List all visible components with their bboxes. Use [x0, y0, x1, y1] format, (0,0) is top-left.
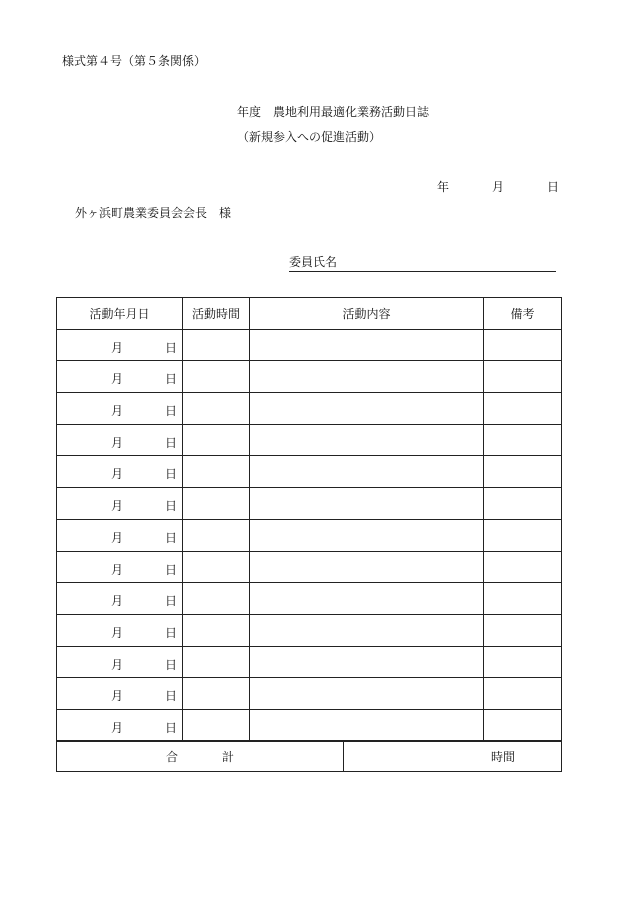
month-label: 月	[111, 340, 124, 355]
notes-cell[interactable]	[484, 456, 562, 488]
day-label: 日	[165, 467, 178, 482]
day-label: 日	[165, 404, 178, 419]
table-row	[57, 551, 562, 583]
time-cell[interactable]	[183, 551, 250, 583]
day-label: 日	[165, 435, 178, 450]
time-cell[interactable]	[183, 583, 250, 615]
date-cell[interactable]	[57, 551, 183, 583]
notes-cell[interactable]	[484, 551, 562, 583]
day-label: 日	[165, 720, 178, 735]
date-year-label: 年	[437, 180, 450, 194]
date-cell[interactable]	[57, 583, 183, 615]
notes-cell[interactable]	[484, 614, 562, 646]
month-label: 月	[111, 467, 124, 482]
document-title	[237, 103, 429, 120]
form-number: 様式第４号（第５条関係）	[62, 54, 207, 68]
total-label-left: 合	[165, 749, 178, 764]
notes-cell[interactable]	[484, 424, 562, 456]
month-label: 月	[111, 372, 124, 387]
content-cell[interactable]	[250, 646, 484, 678]
title-year-label: 年度	[237, 105, 262, 119]
date-cell[interactable]	[57, 329, 183, 361]
date-cell[interactable]	[57, 646, 183, 678]
date-cell[interactable]	[57, 709, 183, 741]
date-cell[interactable]	[57, 424, 183, 456]
content-cell[interactable]	[250, 678, 484, 710]
month-label: 月	[111, 625, 124, 640]
total-hours-cell[interactable]	[344, 741, 562, 772]
date-cell[interactable]	[57, 361, 183, 393]
notes-cell[interactable]	[484, 393, 562, 425]
month-label: 月	[111, 720, 124, 735]
date-cell[interactable]	[57, 456, 183, 488]
table-row	[57, 646, 562, 678]
document-subtitle: （新規参入への促進活動）	[237, 130, 382, 144]
day-label: 日	[165, 594, 178, 609]
day-label: 日	[165, 372, 178, 387]
time-cell[interactable]	[183, 709, 250, 741]
day-label: 日	[165, 562, 178, 577]
column-header-time: 活動時間	[183, 298, 250, 330]
notes-cell[interactable]	[484, 519, 562, 551]
date-cell[interactable]	[57, 393, 183, 425]
month-label: 月	[111, 530, 124, 545]
date-line	[437, 178, 559, 195]
table-row	[57, 424, 562, 456]
content-cell[interactable]	[250, 393, 484, 425]
month-label: 月	[111, 657, 124, 672]
notes-cell[interactable]	[484, 488, 562, 520]
table-row	[57, 329, 562, 361]
content-cell[interactable]	[250, 456, 484, 488]
date-month-label: 月	[492, 180, 505, 194]
month-label: 月	[111, 689, 124, 704]
notes-cell[interactable]	[484, 678, 562, 710]
notes-cell[interactable]	[484, 361, 562, 393]
content-cell[interactable]	[250, 329, 484, 361]
recipient-line: 外ヶ浜町農業委員会会長 様	[75, 206, 232, 220]
time-cell[interactable]	[183, 488, 250, 520]
table-row	[57, 456, 562, 488]
time-cell[interactable]	[183, 456, 250, 488]
member-name-field[interactable]	[289, 253, 556, 272]
notes-cell[interactable]	[484, 709, 562, 741]
date-cell[interactable]	[57, 519, 183, 551]
table-row	[57, 361, 562, 393]
column-header-date: 活動年月日	[57, 298, 183, 330]
table-row	[57, 614, 562, 646]
date-day-label: 日	[547, 180, 560, 194]
time-cell[interactable]	[183, 646, 250, 678]
notes-cell[interactable]	[484, 646, 562, 678]
notes-cell[interactable]	[484, 583, 562, 615]
day-label: 日	[165, 499, 178, 514]
day-label: 日	[165, 689, 178, 704]
table-row	[57, 488, 562, 520]
content-cell[interactable]	[250, 424, 484, 456]
table-row	[57, 393, 562, 425]
content-cell[interactable]	[250, 614, 484, 646]
time-cell[interactable]	[183, 329, 250, 361]
month-label: 月	[111, 435, 124, 450]
table-row	[57, 583, 562, 615]
time-cell[interactable]	[183, 519, 250, 551]
date-cell[interactable]	[57, 488, 183, 520]
total-row	[57, 741, 562, 772]
table-row	[57, 709, 562, 741]
content-cell[interactable]	[250, 551, 484, 583]
time-cell[interactable]	[183, 424, 250, 456]
content-cell[interactable]	[250, 709, 484, 741]
total-label	[57, 741, 344, 772]
time-cell[interactable]	[183, 393, 250, 425]
day-label: 日	[165, 625, 178, 640]
day-label: 日	[165, 340, 178, 355]
table-row	[57, 678, 562, 710]
table-header-row	[57, 298, 562, 330]
title-text: 農地利用最適化業務活動日誌	[273, 105, 430, 119]
time-cell[interactable]	[183, 678, 250, 710]
date-cell[interactable]	[57, 614, 183, 646]
month-label: 月	[111, 404, 124, 419]
notes-cell[interactable]	[484, 329, 562, 361]
content-cell[interactable]	[250, 488, 484, 520]
time-cell[interactable]	[183, 361, 250, 393]
time-cell[interactable]	[183, 614, 250, 646]
activity-log-table	[56, 297, 562, 742]
content-cell[interactable]	[250, 361, 484, 393]
column-header-notes: 備考	[484, 298, 562, 330]
month-label: 月	[111, 499, 124, 514]
total-table	[56, 740, 562, 772]
column-header-content: 活動内容	[250, 298, 484, 330]
total-label-right: 計	[222, 749, 235, 764]
month-label: 月	[111, 562, 124, 577]
day-label: 日	[165, 530, 178, 545]
day-label: 日	[165, 657, 178, 672]
date-cell[interactable]	[57, 678, 183, 710]
content-cell[interactable]	[250, 519, 484, 551]
total-hours-unit: 時間	[490, 749, 515, 764]
content-cell[interactable]	[250, 583, 484, 615]
table-row	[57, 519, 562, 551]
month-label: 月	[111, 594, 124, 609]
member-name-label: 委員氏名	[289, 255, 338, 269]
